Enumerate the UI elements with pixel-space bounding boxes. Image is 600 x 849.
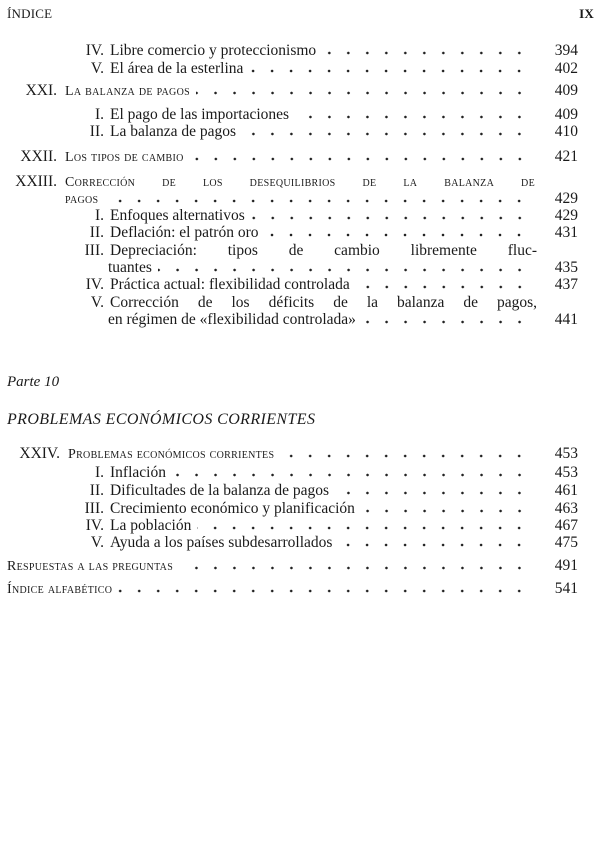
entry-page: 429: [554, 190, 578, 207]
toc-entry[interactable]: [0, 207, 578, 225]
chapter-title-line1: Corrección de los desequilibrios de la balanza de: [65, 175, 535, 190]
running-header-title: ÍNDICE: [7, 6, 53, 21]
entry-page: 429: [554, 207, 578, 224]
toc-entry[interactable]: [0, 294, 578, 312]
entry-number: II.: [89, 482, 104, 499]
dot-leader: [190, 157, 529, 161]
toc-chapter[interactable]: [0, 82, 578, 100]
toc-chapter[interactable]: [0, 445, 578, 463]
entry-title: Ayuda a los países subdesarrollados: [110, 534, 333, 551]
entry-title: Inflación: [110, 464, 166, 481]
toc-entry-continuation[interactable]: [0, 311, 578, 329]
toc-chapter-continuation[interactable]: [0, 190, 578, 208]
toc-chapter[interactable]: [0, 173, 578, 191]
entry-title: El pago de las importaciones: [110, 106, 290, 123]
toc-entry[interactable]: [0, 517, 578, 535]
dot-leader: [158, 268, 529, 272]
entry-page: 402: [554, 60, 578, 77]
entry-page: 431: [554, 224, 578, 241]
dot-leader: [196, 91, 529, 95]
entry-number: II.: [89, 224, 104, 241]
entry-page: 394: [554, 42, 578, 59]
toc-entry[interactable]: [0, 276, 578, 294]
chapter-number: XXI.: [25, 82, 57, 99]
dot-leader: [362, 320, 529, 324]
entry-number: V.: [90, 534, 104, 551]
entry-page: 467: [554, 517, 578, 534]
chapter-number: XXIV.: [19, 445, 60, 462]
entry-title: El área de la esterlina: [110, 60, 244, 77]
entry-title-line2: en régimen de «flexibilidad controlada»: [108, 311, 356, 328]
dot-leader: [280, 454, 529, 458]
entry-number: I.: [94, 464, 104, 481]
entry-title: Libre comercio y proteccionismo: [110, 42, 317, 59]
entry-title: La balanza de pagos: [110, 123, 237, 140]
toc-entry[interactable]: [0, 42, 578, 60]
entry-title: Dificultades de la balanza de pagos: [110, 482, 330, 499]
chapter-number: XXIII.: [15, 173, 57, 190]
dot-leader: [179, 566, 529, 570]
entry-page: 441: [554, 311, 578, 328]
entry-title-line2: tuantes: [108, 259, 152, 276]
chapter-number: XXII.: [20, 148, 57, 165]
entry-number: III.: [84, 242, 104, 259]
entry-page: 463: [554, 500, 578, 517]
dot-leader: [264, 233, 529, 237]
dot-leader: [361, 509, 529, 513]
entry-number: IV.: [85, 42, 104, 59]
dot-leader: [197, 526, 529, 530]
entry-page: 409: [554, 106, 578, 123]
entry-title: Práctica actual: flexibilidad controlada: [110, 276, 350, 293]
dot-leader: [338, 543, 529, 547]
entry-number: IV.: [85, 517, 104, 534]
entry-page: 437: [554, 276, 578, 293]
entry-number: I.: [94, 106, 104, 123]
dot-leader: [322, 51, 529, 55]
toc-entry[interactable]: [0, 482, 578, 500]
dot-leader: [249, 69, 529, 73]
part-title: PROBLEMAS ECONÓMICOS CORRIENTES: [7, 411, 316, 428]
dot-leader: [335, 491, 529, 495]
dot-leader: [172, 473, 529, 477]
toc-entry[interactable]: [0, 60, 578, 78]
entry-title: La población: [110, 517, 192, 534]
toc-chapter[interactable]: [0, 148, 578, 166]
toc-entry-continuation[interactable]: [0, 259, 578, 277]
entry-page: 475: [554, 534, 578, 551]
entry-number: IV.: [85, 276, 104, 293]
entry-title: Crecimiento económico y planificación: [110, 500, 355, 517]
entry-page: 541: [554, 580, 578, 597]
toc-entry[interactable]: [0, 534, 578, 552]
page-number-roman: IX: [579, 6, 594, 21]
entry-number: II.: [89, 123, 104, 140]
entry-title: Respuestas a las preguntas: [7, 559, 174, 574]
entry-title-line1: Depreciación: tipos de cambio libremente fluc-: [110, 242, 537, 259]
dot-leader: [242, 132, 529, 136]
toc-entry[interactable]: [0, 123, 578, 141]
part-label: Parte 10: [7, 374, 60, 390]
entry-title-line1: Corrección de los déficits de la balanza de pagos,: [110, 294, 537, 311]
toc-entry-index[interactable]: [0, 580, 578, 598]
entry-page: 409: [554, 82, 578, 99]
toc-entry[interactable]: [0, 106, 578, 124]
chapter-title: Problemas económicos corrientes: [68, 447, 275, 462]
entry-title: Índice alfabético: [7, 582, 113, 597]
dot-leader: [251, 216, 529, 220]
entry-page: 491: [554, 557, 578, 574]
entry-title: Enfoques alternativos: [110, 207, 245, 224]
entry-number: I.: [94, 207, 104, 224]
entry-number: III.: [84, 500, 104, 517]
toc-entry[interactable]: [0, 224, 578, 242]
entry-number: V.: [90, 294, 104, 311]
chapter-title: Los tipos de cambio: [65, 150, 184, 165]
toc-entry[interactable]: [0, 464, 578, 482]
chapter-title-line2: pagos: [65, 192, 99, 207]
dot-leader: [356, 285, 529, 289]
dot-leader: [118, 589, 529, 593]
toc-entry-answers[interactable]: [0, 557, 578, 575]
entry-page: 410: [554, 123, 578, 140]
entry-page: 453: [554, 445, 578, 462]
toc-entry[interactable]: [0, 500, 578, 518]
entry-page: 435: [554, 259, 578, 276]
dot-leader: [104, 199, 529, 203]
entry-page: 461: [554, 482, 578, 499]
entry-number: V.: [90, 60, 104, 77]
entry-title: Deflación: el patrón oro: [110, 224, 259, 241]
entry-page: 421: [554, 148, 578, 165]
toc-entry[interactable]: [0, 242, 578, 260]
entry-page: 453: [554, 464, 578, 481]
chapter-title: La balanza de pagos: [65, 84, 190, 99]
dot-leader: [295, 115, 529, 119]
